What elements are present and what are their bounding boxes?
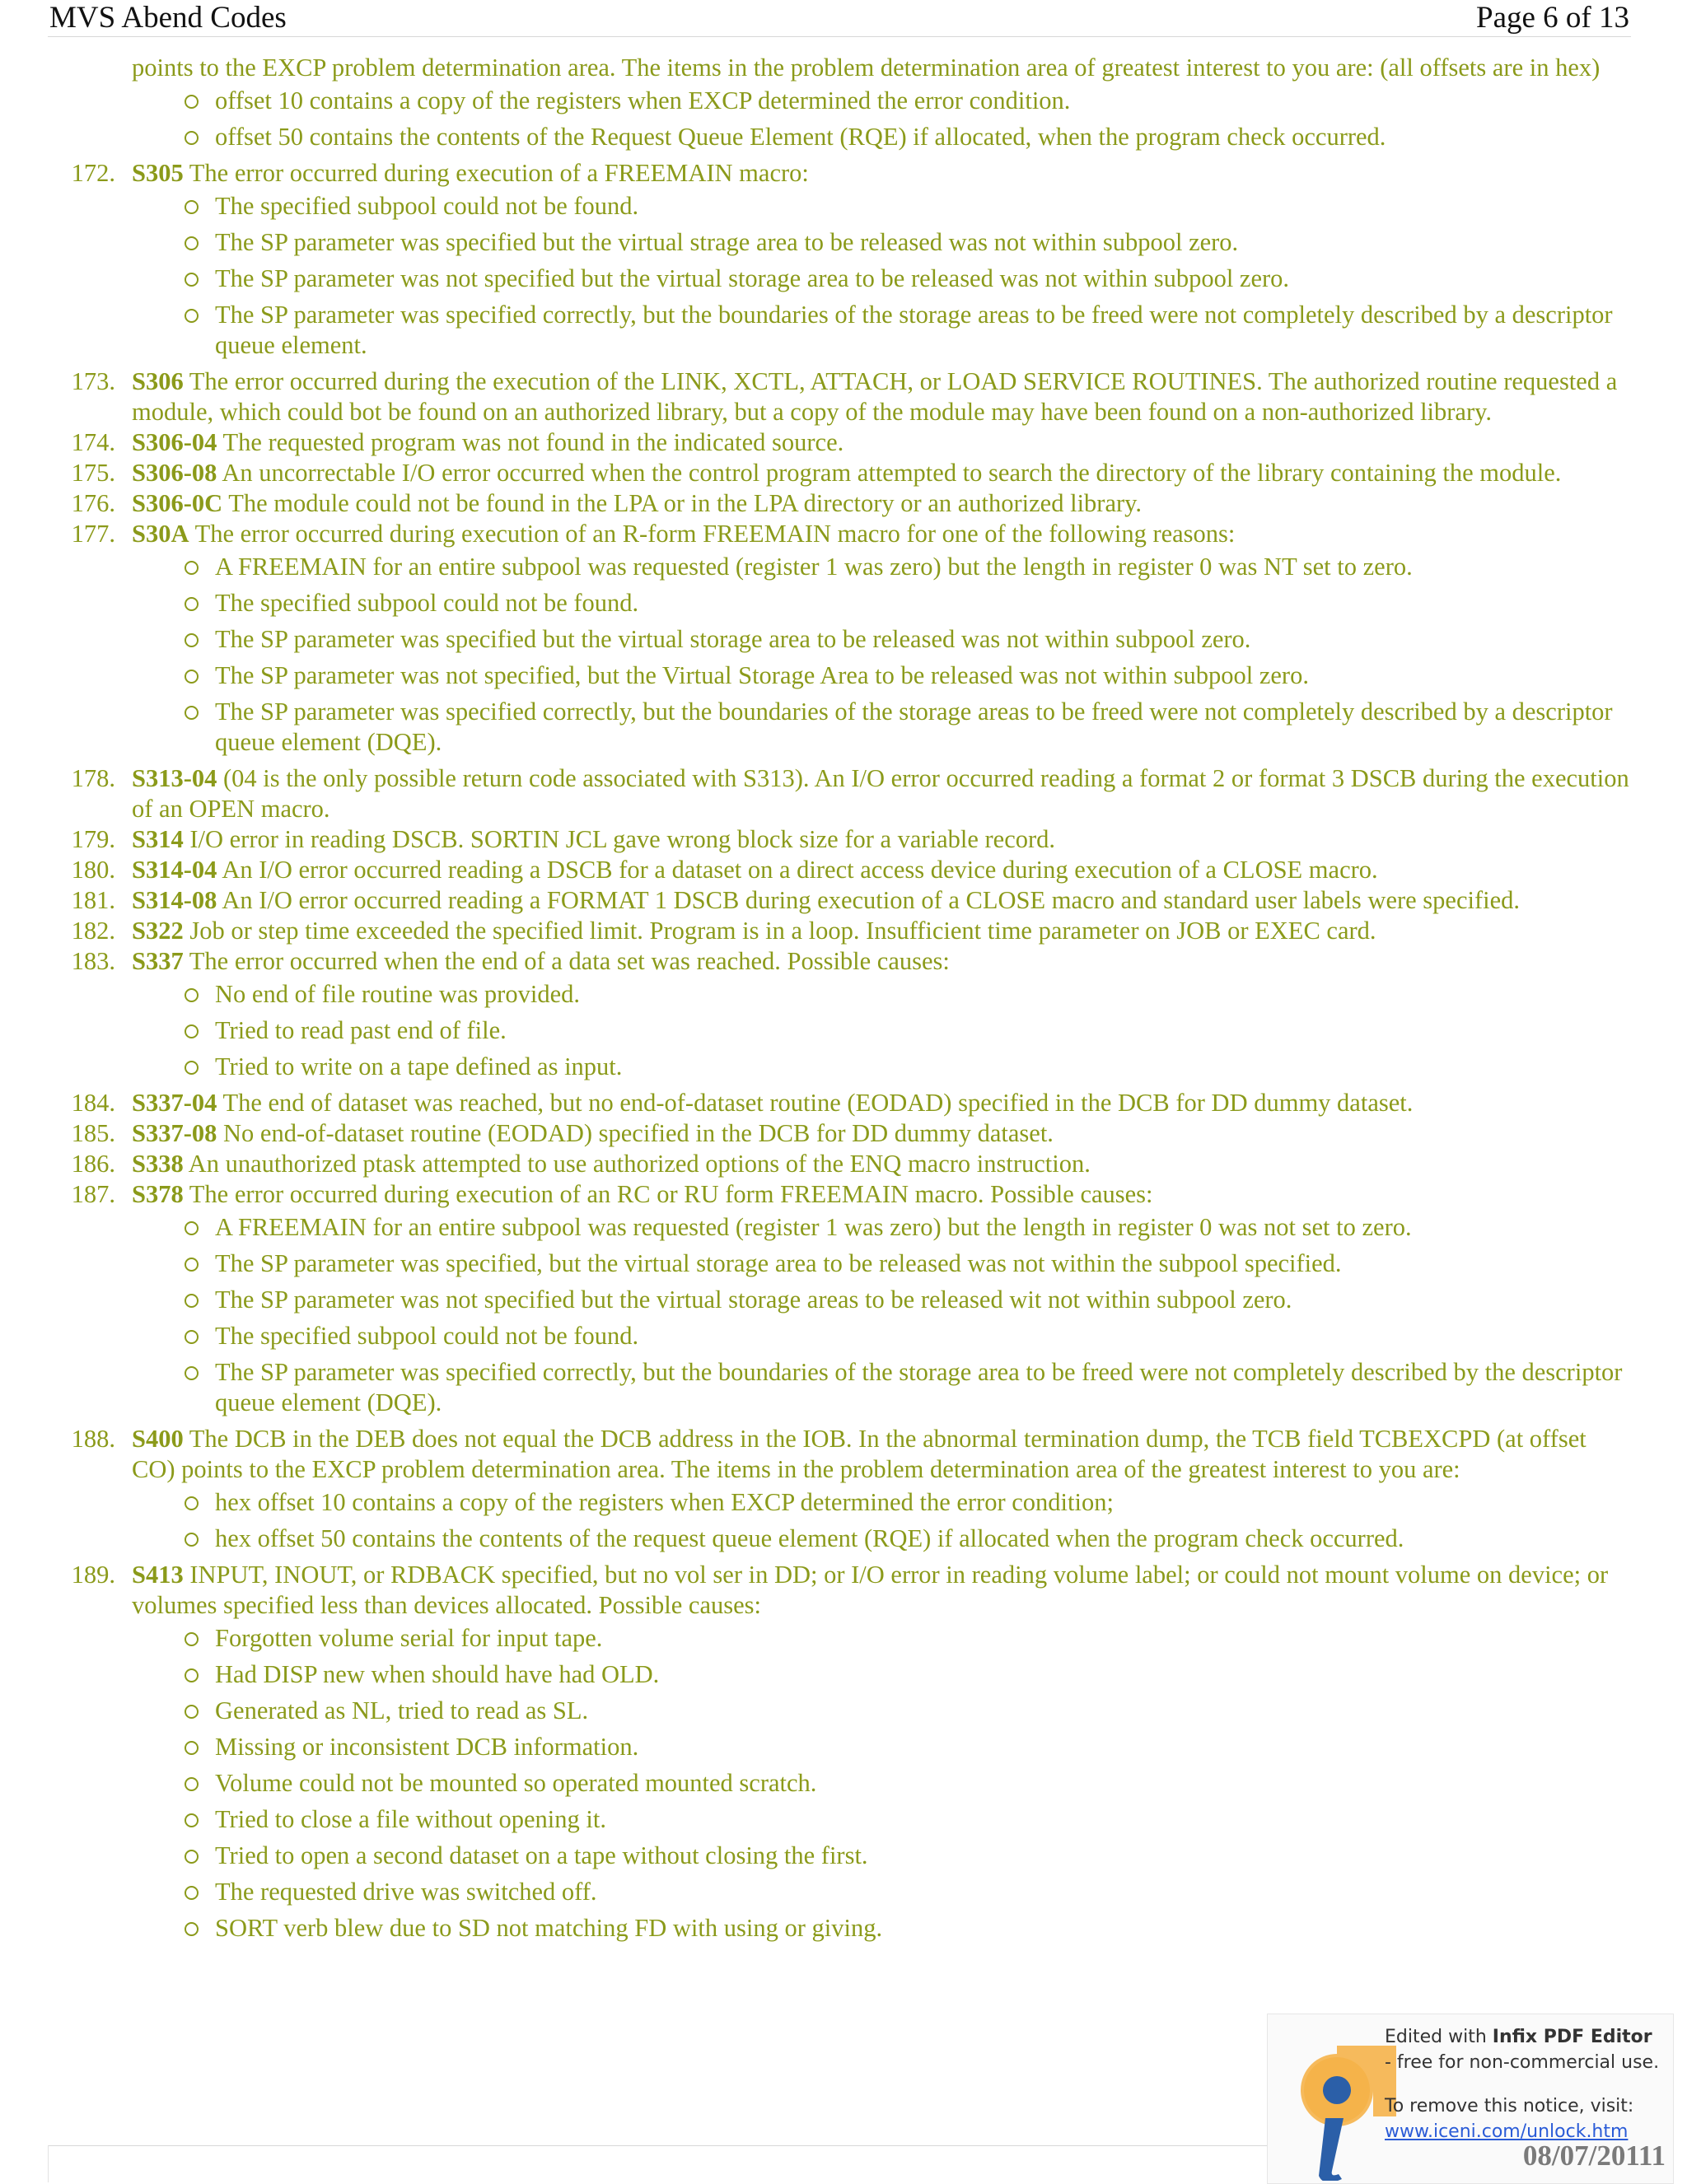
list-item: The requested drive was switched off. (215, 1877, 1633, 1907)
entry-number: 173. (71, 367, 115, 395)
list-item: Had DISP new when should have had OLD. (215, 1659, 1633, 1690)
entry-number: 172. (71, 159, 115, 187)
entry-sublist (132, 1623, 1633, 1944)
list-item: The specified subpool could not be found. (215, 588, 1633, 618)
entry-number: 177. (71, 520, 115, 548)
page-number: Page 6 of 13 (1476, 1, 1629, 35)
entry-number: 176. (71, 489, 115, 517)
list-item: The specified subpool could not be found. (215, 191, 1633, 222)
abend-code: S337 (132, 947, 184, 975)
list-item: Tried to open a second dataset on a tape without closing the first. (215, 1841, 1633, 1871)
abend-entry (71, 885, 1633, 916)
list-item: The SP parameter was specified, but the virtual storage area to be released was not within the subpool specified. (215, 1248, 1633, 1279)
list-item: A FREEMAIN for an entire subpool was requested (register 1 was zero) but the length in register 0 was not set to zero. (215, 1212, 1633, 1243)
abend-code: S338 (132, 1150, 184, 1178)
entry-description: The error occurred during execution of an R-form FREEMAIN macro for one of the following reasons: (194, 520, 1236, 548)
list-item: The SP parameter was not specified but the virtual storage areas to be released wit not within subpool zero. (215, 1285, 1633, 1315)
abend-entry (71, 824, 1633, 855)
entry-number: 184. (71, 1089, 115, 1117)
infix-notice (1385, 2024, 1665, 2144)
infix-line-3: To remove this notice, visit: (1385, 2096, 1634, 2116)
abend-code-list (71, 158, 1633, 1944)
entry-description: An unauthorized ptask attempted to use authorized options of the ENQ macro instruction. (188, 1150, 1091, 1178)
entry-description: The DCB in the DEB does not equal the DCB address in the IOB. In the abnormal termination dump, the TCB field TCBEXCPD (at offset CO) points to the EXCP problem determination area. The items in the problem determination area of the greatest interest to you are: (132, 1425, 1587, 1483)
entry-number: 180. (71, 856, 115, 884)
entry-description: (04 is the only possible return code associated with S313). An I/O error occurred reading a format 2 or format 3 DSCB during the execution of an OPEN macro. (132, 764, 1629, 823)
abend-code: S400 (132, 1425, 184, 1453)
abend-code: S313-04 (132, 764, 217, 792)
entry-sublist (132, 552, 1633, 758)
entry-number: 185. (71, 1119, 115, 1147)
list-item: Tried to write on a tape defined as input. (215, 1052, 1633, 1082)
list-item: The specified subpool could not be found. (215, 1321, 1633, 1351)
entry-description: The error occurred during execution of an RC or RU form FREEMAIN macro. Possible causes: (189, 1180, 1153, 1208)
list-item: hex offset 10 contains a copy of the registers when EXCP determined the error condition; (215, 1487, 1633, 1518)
entry-description: The error occurred during the execution of the LINK, XCTL, ATTACH, or LOAD SERVICE ROUTINES. The authorized routine requested a module, which could bot be found on an authorized library, but a copy of the module may have been found on a non-authorized library. (132, 367, 1618, 426)
entry-number: 174. (71, 428, 115, 456)
entry-number: 182. (71, 917, 115, 945)
abend-entry (71, 158, 1633, 189)
entry-sublist (132, 1487, 1633, 1554)
entry-number: 189. (71, 1561, 115, 1589)
entry-description: Job or step time exceeded the specified limit. Program is in a loop. Insufficient time parameter on JOB or EXEC card. (189, 917, 1376, 945)
abend-code: S322 (132, 917, 184, 945)
abend-entry (71, 855, 1633, 885)
entry-sublist (132, 979, 1633, 1082)
entry-description: An I/O error occurred reading a DSCB for a dataset on a direct access device during execution of a CLOSE macro. (222, 856, 1378, 884)
abend-entry (71, 1179, 1633, 1210)
abend-entry (71, 763, 1633, 824)
entry-number: 179. (71, 825, 115, 853)
abend-entry (71, 946, 1633, 977)
abend-entry (71, 1424, 1633, 1485)
abend-code: S305 (132, 159, 184, 187)
abend-code: S30A (132, 520, 189, 548)
entry-description: INPUT, INOUT, or RDBACK specified, but no vol ser in DD; or I/O error in reading volume label; or could not mount volume on device; or volumes specified less than devices allocated. Possible causes: (132, 1561, 1609, 1619)
abend-entry (71, 488, 1633, 519)
footer-border (48, 2145, 49, 2182)
list-item: Forgotten volume serial for input tape. (215, 1623, 1633, 1654)
abend-code: S306-0C (132, 489, 223, 517)
entry-number: 178. (71, 764, 115, 792)
infix-brand: Infix PDF Editor (1492, 2027, 1652, 2047)
list-item: The SP parameter was specified but the virtual strage area to be released was not within subpool zero. (215, 227, 1633, 258)
list-item: A FREEMAIN for an entire subpool was requested (register 1 was zero) but the length in register 0 was NT set to zero. (215, 552, 1633, 582)
infix-logo-icon (1274, 2026, 1396, 2181)
entry-number: 187. (71, 1180, 115, 1208)
list-item: offset 50 contains the contents of the Request Queue Element (RQE) if allocated, when the program check occurred. (215, 122, 1633, 152)
entry-description: No end-of-dataset routine (EODAD) specified in the DCB for DD dummy dataset. (223, 1119, 1054, 1147)
list-item: Volume could not be mounted so operated mounted scratch. (215, 1768, 1633, 1799)
abend-entry (71, 458, 1633, 488)
abend-entry (71, 366, 1633, 427)
list-item: The SP parameter was not specified, but the Virtual Storage Area to be released was not within subpool zero. (215, 660, 1633, 691)
list-item: The SP parameter was specified but the virtual storage area to be released was not within subpool zero. (215, 624, 1633, 655)
abend-code: S413 (132, 1561, 184, 1589)
infix-line-1 (1385, 2024, 1665, 2050)
entry-description: The error occurred during execution of a FREEMAIN macro: (189, 159, 809, 187)
entry-number: 175. (71, 459, 115, 487)
abend-code: S306-04 (132, 428, 217, 456)
abend-entry (71, 1560, 1633, 1621)
abend-code: S306 (132, 367, 184, 395)
entry-description: An I/O error occurred reading a FORMAT 1 DSCB during execution of a CLOSE macro and standard user labels were specified. (222, 886, 1521, 914)
abend-entry (71, 916, 1633, 946)
intro-list (132, 86, 1633, 152)
entry-number: 186. (71, 1150, 115, 1178)
abend-code: S378 (132, 1180, 184, 1208)
abend-entry (71, 519, 1633, 549)
entry-description: The end of dataset was reached, but no end-of-dataset routine (EODAD) specified in the DCB for DD dummy dataset. (222, 1089, 1414, 1117)
entry-number: 183. (71, 947, 115, 975)
footer-divider (48, 2145, 1267, 2146)
abend-code: S314 (132, 825, 184, 853)
list-item: Tried to close a file without opening it. (215, 1804, 1633, 1835)
entry-description: I/O error in reading DSCB. SORTIN JCL gave wrong block size for a variable record. (189, 825, 1056, 853)
list-item: SORT verb blew due to SD not matching FD with using or giving. (215, 1913, 1633, 1944)
entry-sublist (132, 1212, 1633, 1418)
list-item: The SP parameter was not specified but the virtual storage area to be released was not within subpool zero. (215, 264, 1633, 294)
entry-number: 188. (71, 1425, 115, 1453)
list-item: No end of file routine was provided. (215, 979, 1633, 1010)
abend-code: S314-04 (132, 856, 217, 884)
list-item: Missing or inconsistent DCB information. (215, 1732, 1633, 1762)
date-stamp: 08/07/20111 (1522, 2140, 1666, 2172)
entry-sublist (132, 191, 1633, 361)
document-body (71, 53, 1633, 1949)
intro-paragraph: points to the EXCP problem determination area. The items in the problem determination area of greatest interest to you are: (all offsets are in hex) (132, 54, 1601, 82)
infix-prefix: Edited with (1385, 2027, 1493, 2047)
entry-description: The error occurred when the end of a data set was reached. Possible causes: (189, 947, 950, 975)
abend-entry (71, 1088, 1633, 1118)
list-item: The SP parameter was specified correctly, but the boundaries of the storage areas to be freed were not completely described by a descriptor queue element (DQE). (215, 697, 1633, 758)
abend-code: S337-08 (132, 1119, 217, 1147)
abend-entry (71, 427, 1633, 458)
entry-description: The module could not be found in the LPA or in the LPA directory or an authorized library. (228, 489, 1143, 517)
entry-number: 181. (71, 886, 115, 914)
entry-description: An uncorrectable I/O error occurred when the control program attempted to search the directory of the library containing the module. (222, 459, 1562, 487)
entry-description: The requested program was not found in the indicated source. (222, 428, 844, 456)
infix-line-2: - free for non-commercial use. (1385, 2052, 1660, 2073)
document-title: MVS Abend Codes (49, 1, 287, 35)
abend-entry (71, 1118, 1633, 1149)
list-item: Tried to read past end of file. (215, 1015, 1633, 1046)
list-item: hex offset 50 contains the contents of the request queue element (RQE) if allocated when the program check occurred. (215, 1524, 1633, 1554)
list-item: The SP parameter was specified correctly, but the boundaries of the storage areas to be freed were not completely described by a descriptor queue element. (215, 300, 1633, 361)
page-header (48, 0, 1631, 37)
abend-entry (71, 1149, 1633, 1179)
list-item: Generated as NL, tried to read as SL. (215, 1696, 1633, 1726)
abend-code: S314-08 (132, 886, 217, 914)
infix-unlock-link[interactable]: www.iceni.com/unlock.htm (1385, 2121, 1629, 2142)
list-item: offset 10 contains a copy of the registers when EXCP determined the error condition. (215, 86, 1633, 116)
list-item: The SP parameter was specified correctly, but the boundaries of the storage area to be freed were not completely described by the descriptor queue element (DQE). (215, 1357, 1633, 1418)
abend-code: S337-04 (132, 1089, 217, 1117)
abend-code: S306-08 (132, 459, 217, 487)
